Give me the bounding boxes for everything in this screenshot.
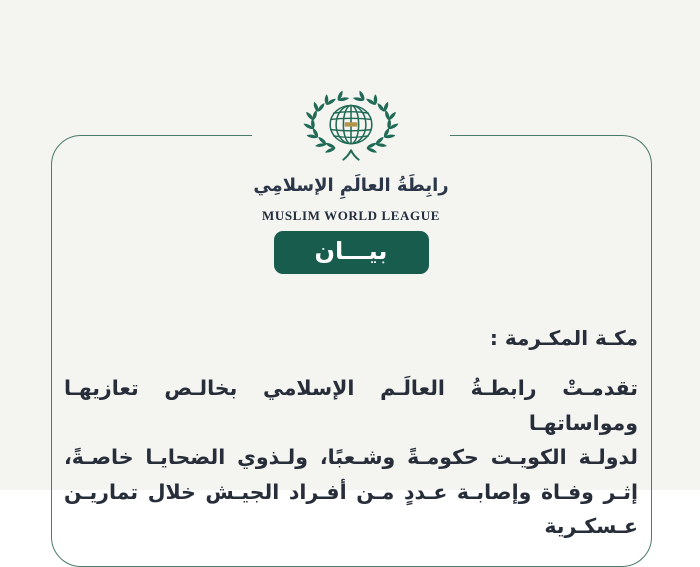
wreath-stems-icon: [343, 150, 358, 159]
mwl-emblem-icon: [300, 84, 402, 162]
logo-latin-name: MUSLIM WORLD LEAGUE: [261, 208, 440, 223]
mwl-logo-block: [252, 76, 450, 274]
city-heading: مكـة المكـرمة :: [489, 326, 638, 350]
body-line-2: لدولـة الكويـت حكومـةً وشـعبًا، ولـذوي الضحايـا خاصـةً،: [64, 445, 638, 470]
banner-label: بيـــان: [314, 237, 388, 265]
body-line-3: إثـر وفـاة وإصابـة عـددٍ مـن أفـراد الجيـش خلال تماريـن: [64, 479, 638, 504]
logo-arabic-calligraphy: رابِطَةُ العالَمِ الإسلامِي: [253, 175, 449, 196]
statement-banner: [274, 231, 429, 274]
globe-icon: [330, 105, 372, 143]
kaaba-band-icon: [345, 122, 358, 126]
body-line-1: تقدمـتْ رابطـةُ العالَـم الإسلامي بخالـص تعازيهـا ومواساتهـا: [64, 376, 638, 435]
body-line-4: عـسكـرية: [544, 514, 638, 539]
statement-body: [64, 371, 638, 544]
